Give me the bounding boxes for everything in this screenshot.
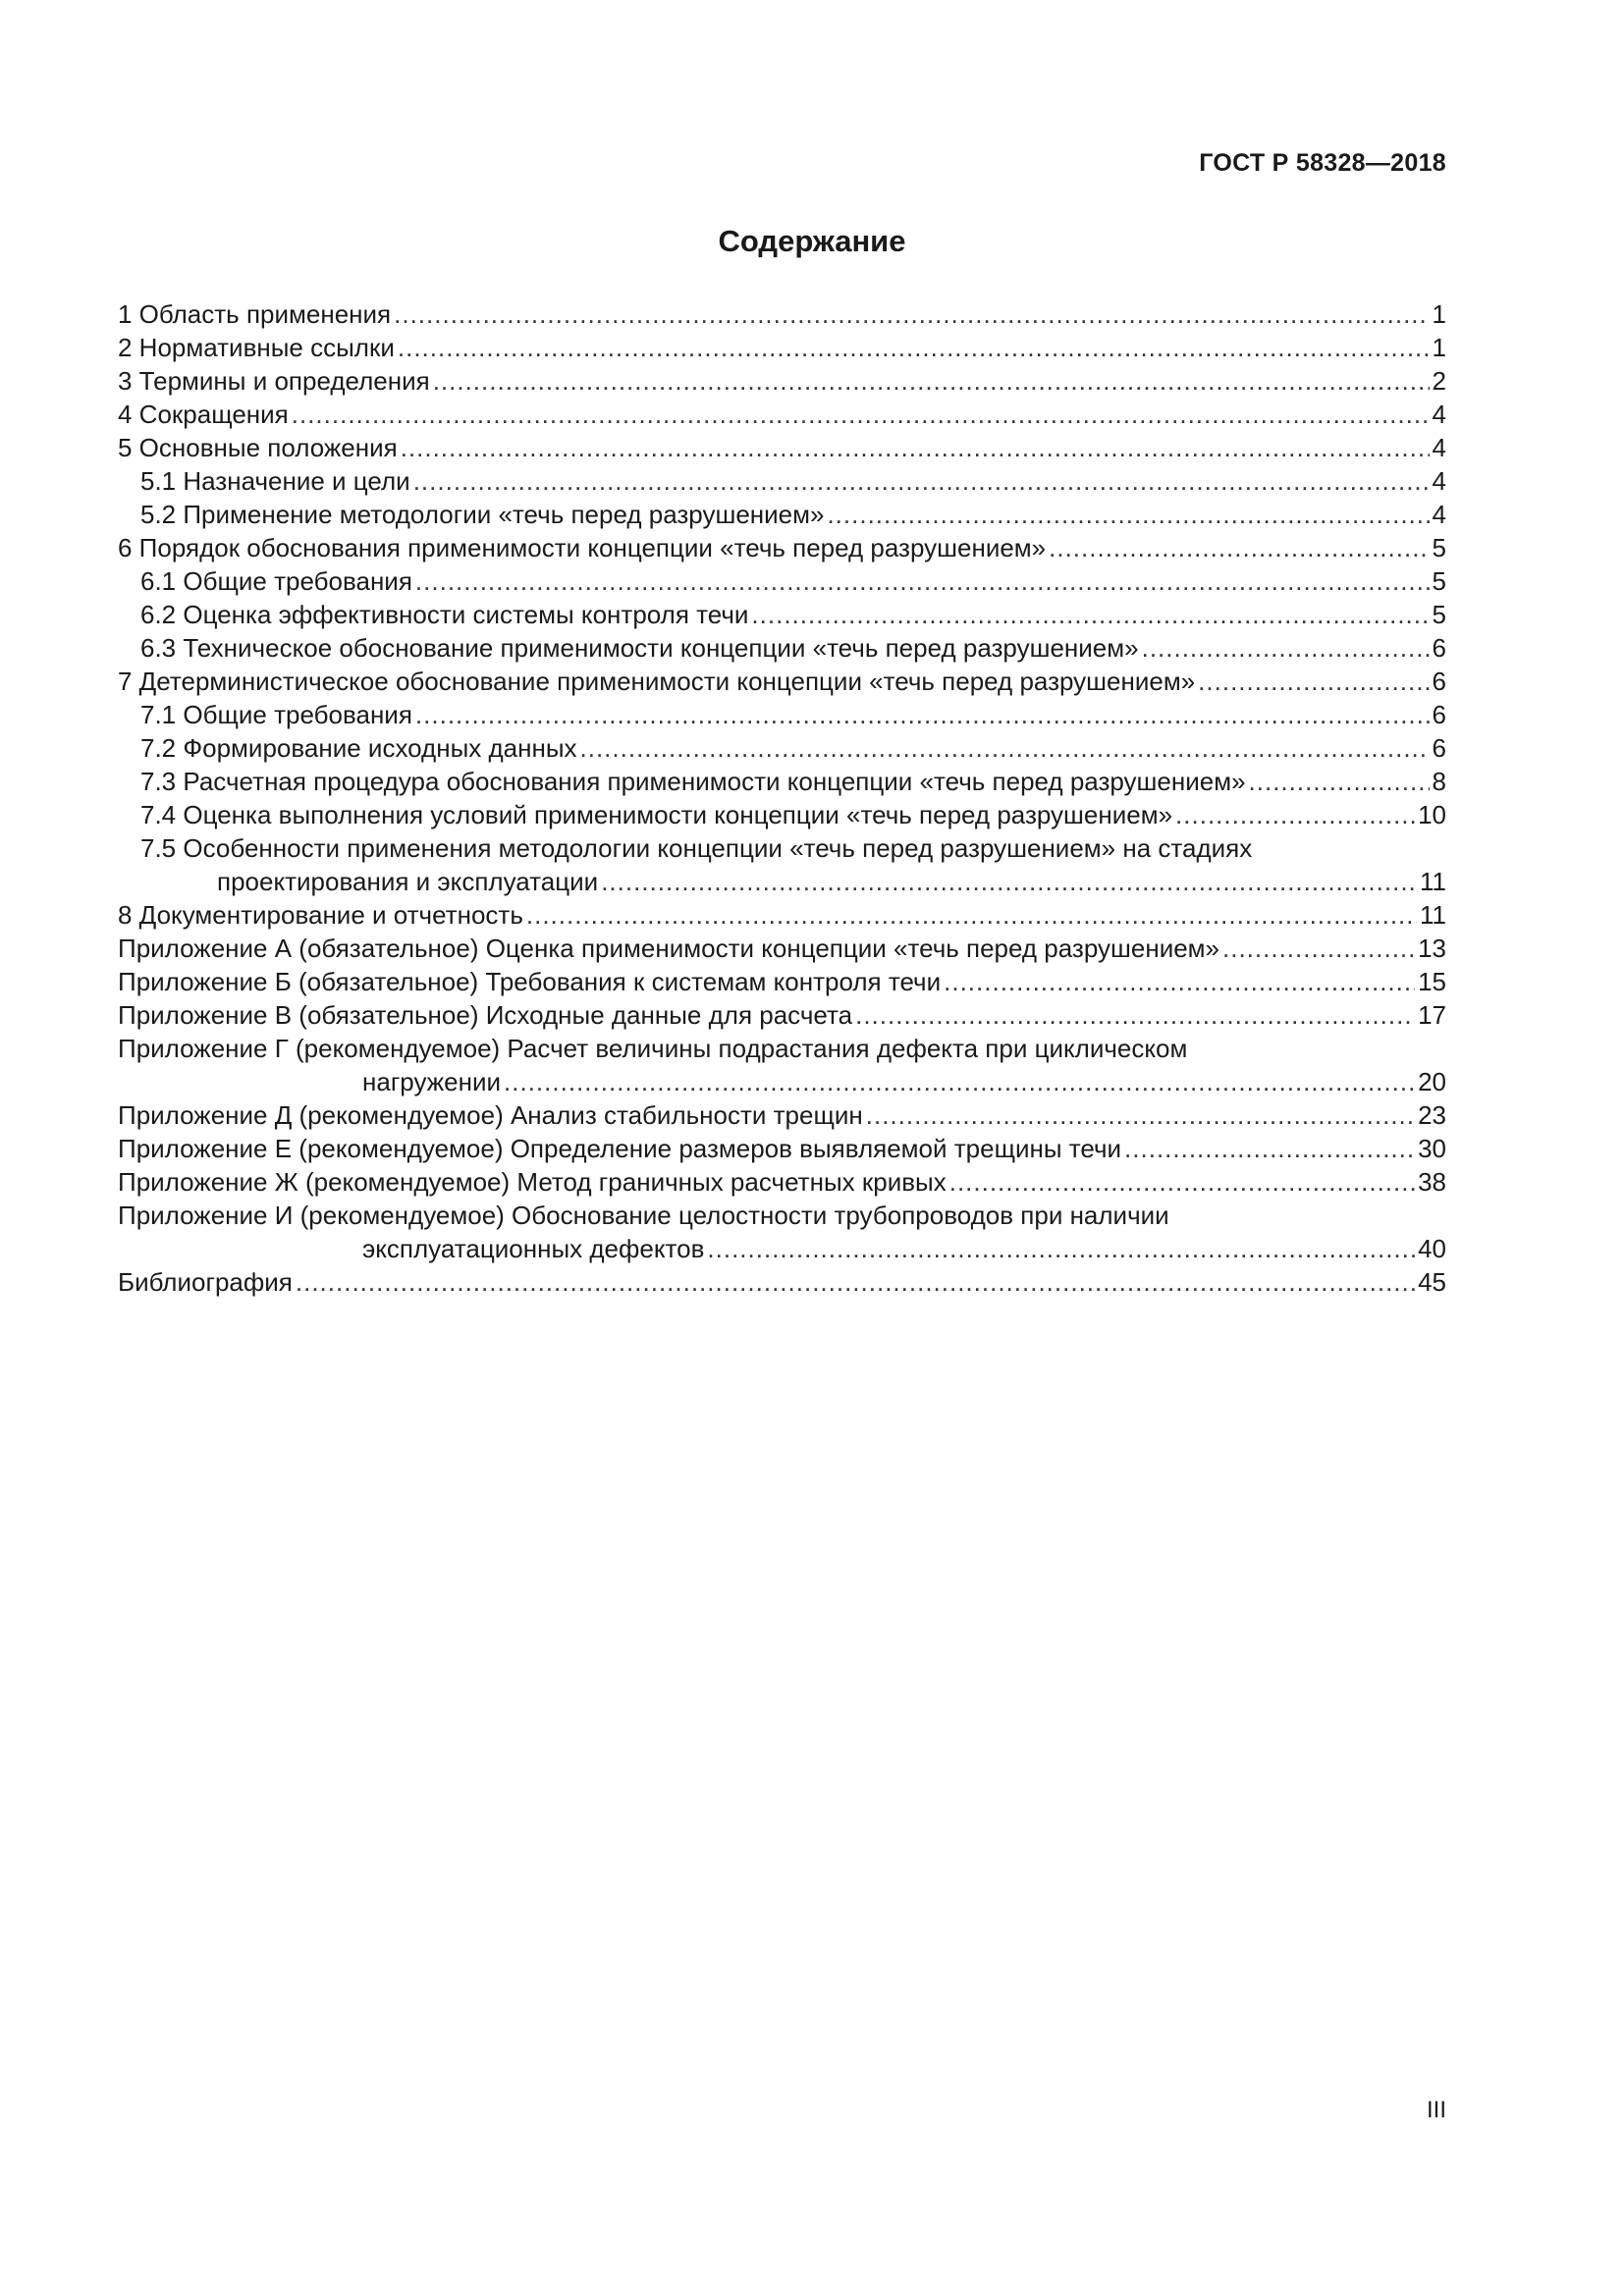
toc-entry[interactable] [118, 965, 1446, 998]
toc-entry-text: 6.3 Техническое обоснование применимости концепции «течь перед разрушением» [140, 633, 1139, 663]
toc-page-number: 6 [1432, 667, 1446, 696]
toc-entry[interactable] [118, 398, 1446, 431]
toc-entry[interactable] [118, 998, 1446, 1032]
toc-page-number: 30 [1418, 1134, 1446, 1163]
toc-page-number: 6 [1432, 633, 1446, 663]
toc-entry[interactable] [118, 1132, 1446, 1165]
toc-page-number: 6 [1432, 700, 1446, 729]
toc-entry[interactable] [118, 665, 1446, 698]
toc-entry[interactable] [118, 598, 1446, 631]
toc-entry-text: 6.2 Оценка эффективности системы контроля течи [140, 600, 749, 629]
toc-page-number: 45 [1418, 1267, 1446, 1297]
leader-dots [526, 898, 1417, 932]
toc-entry-text-continued: проектирования и эксплуатации [217, 867, 599, 896]
leader-dots [504, 1065, 1415, 1098]
toc-entry-text: 7.5 Особенности применения методологии концепции «течь перед разрушением» на стадиях [140, 833, 1253, 863]
toc-entry-text: Приложение Ж (рекомендуемое) Метод граничных расчетных кривых [118, 1167, 947, 1197]
leader-dots [1222, 932, 1415, 965]
leader-dots [1049, 531, 1429, 564]
toc-entry[interactable] [118, 831, 1446, 898]
leader-dots [949, 1165, 1415, 1199]
toc-entry[interactable] [118, 898, 1446, 932]
toc-entry-text: Приложение Б (обязательное) Требования к системам контроля течи [118, 967, 942, 996]
toc-page-number: 4 [1432, 433, 1446, 462]
toc-entry-text: Приложение В (обязательное) Исходные данные для расчета [118, 1000, 853, 1030]
toc-entry-text: 7.2 Формирование исходных данных [140, 733, 577, 763]
page-number: III [1426, 2097, 1446, 2123]
leader-dots [866, 1098, 1415, 1132]
toc-entry-text: Приложение И (рекомендуемое) Обоснование целостности трубопроводов при наличии [118, 1201, 1169, 1230]
toc-entry[interactable] [118, 1199, 1446, 1265]
toc-entry[interactable] [118, 464, 1446, 498]
toc-entry-text: Библиография [118, 1267, 293, 1297]
toc-page-number: 4 [1432, 400, 1446, 429]
toc-entry[interactable] [118, 1165, 1446, 1199]
toc-page-number: 11 [1420, 867, 1446, 896]
toc-entry[interactable] [118, 932, 1446, 965]
leader-dots [751, 598, 1429, 631]
toc-page-number: 40 [1418, 1234, 1446, 1263]
leader-dots [296, 1265, 1415, 1299]
toc-entry-text: Приложение Д (рекомендуемое) Анализ стабильности трещин [118, 1100, 863, 1130]
leader-dots [855, 998, 1415, 1032]
leader-dots [944, 965, 1415, 998]
toc-entry-text: Приложение А (обязательное) Оценка применимости концепции «течь перед разрушением» [118, 934, 1220, 963]
toc-page-number: 4 [1432, 500, 1446, 529]
leader-dots [1249, 765, 1430, 798]
toc-page-number: 5 [1432, 600, 1446, 629]
toc-entry[interactable] [118, 431, 1446, 464]
leader-dots [1142, 631, 1430, 665]
document-code: ГОСТ Р 58328—2018 [1199, 149, 1446, 177]
toc-entry-text: Приложение Е (рекомендуемое) Определение размеров выявляемой трещины течи [118, 1134, 1122, 1163]
leader-dots [401, 431, 1430, 464]
toc-entry[interactable] [118, 364, 1446, 398]
toc-entry[interactable] [118, 531, 1446, 564]
leader-dots [1124, 1132, 1415, 1165]
toc-entry-text-continued: нагружении [362, 1067, 502, 1096]
toc-page-number: 1 [1432, 299, 1446, 329]
toc-page-number: 6 [1432, 733, 1446, 763]
toc-entry[interactable] [118, 765, 1446, 798]
toc-entry-text: 1 Область применения [118, 299, 392, 329]
toc-page-number: 8 [1432, 767, 1446, 796]
toc-entry-text: 2 Нормативные ссылки [118, 333, 395, 362]
leader-dots [601, 865, 1417, 898]
leader-dots [415, 564, 1430, 598]
toc-page-number: 13 [1418, 934, 1446, 963]
toc-page-number: 11 [1420, 900, 1446, 930]
page-title: Содержание [718, 224, 906, 258]
toc-entry-text: 6 Порядок обоснования применимости концепции «течь перед разрушением» [118, 533, 1047, 562]
toc-page-number: 5 [1432, 566, 1446, 596]
toc-entry[interactable] [118, 498, 1446, 531]
leader-dots [292, 398, 1430, 431]
toc-entry[interactable] [118, 731, 1446, 765]
toc-entry[interactable] [118, 331, 1446, 364]
leader-dots [707, 1232, 1415, 1265]
toc-entry-text: 7 Детерминистическое обоснование применимости концепции «течь перед разрушением» [118, 667, 1196, 696]
leader-dots [415, 698, 1430, 731]
leader-dots [827, 498, 1429, 531]
toc-page-number: 2 [1432, 366, 1446, 396]
toc-entry[interactable] [118, 631, 1446, 665]
toc-page-number: 1 [1432, 333, 1446, 362]
toc-entry-text: 7.1 Общие требования [140, 700, 412, 729]
toc-entry-text: 7.3 Расчетная процедура обоснования применимости концепции «течь перед разрушением» [140, 767, 1246, 796]
toc-entry-text: 3 Термины и определения [118, 366, 430, 396]
toc-entry-text: Приложение Г (рекомендуемое) Расчет величины подрастания дефекта при циклическом [118, 1034, 1188, 1063]
toc-page-number: 4 [1432, 466, 1446, 496]
toc-entry[interactable] [118, 698, 1446, 731]
toc-entry-text: 5.1 Назначение и цели [140, 466, 410, 496]
toc-entry-text: 7.4 Оценка выполнения условий применимости концепции «течь перед разрушением» [140, 800, 1173, 829]
toc-page-number: 17 [1418, 1000, 1446, 1030]
toc-entry[interactable] [118, 1032, 1446, 1098]
table-of-contents [118, 297, 1446, 1299]
leader-dots [1175, 798, 1415, 831]
toc-page-number: 15 [1418, 967, 1446, 996]
toc-page-number: 23 [1418, 1100, 1446, 1130]
toc-entry[interactable] [118, 297, 1446, 331]
toc-entry[interactable] [118, 1098, 1446, 1132]
toc-entry[interactable] [118, 564, 1446, 598]
leader-dots [394, 297, 1429, 331]
leader-dots [413, 464, 1430, 498]
leader-dots [1198, 665, 1429, 698]
toc-entry-text: 8 Документирование и отчетность [118, 900, 523, 930]
toc-entry-text: 4 Сокращения [118, 400, 289, 429]
leader-dots [580, 731, 1430, 765]
toc-entry-text-continued: эксплуатационных дефектов [362, 1234, 705, 1263]
leader-dots [433, 364, 1430, 398]
toc-page-number: 20 [1418, 1067, 1446, 1096]
toc-entry-text: 5 Основные положения [118, 433, 398, 462]
toc-page-number: 5 [1432, 533, 1446, 562]
toc-entry[interactable] [118, 798, 1446, 831]
leader-dots [398, 331, 1430, 364]
toc-entry-text: 6.1 Общие требования [140, 566, 412, 596]
toc-page-number: 10 [1418, 800, 1446, 829]
toc-page-number: 38 [1418, 1167, 1446, 1197]
toc-entry[interactable] [118, 1265, 1446, 1299]
toc-entry-text: 5.2 Применение методологии «течь перед разрушением» [140, 500, 825, 529]
